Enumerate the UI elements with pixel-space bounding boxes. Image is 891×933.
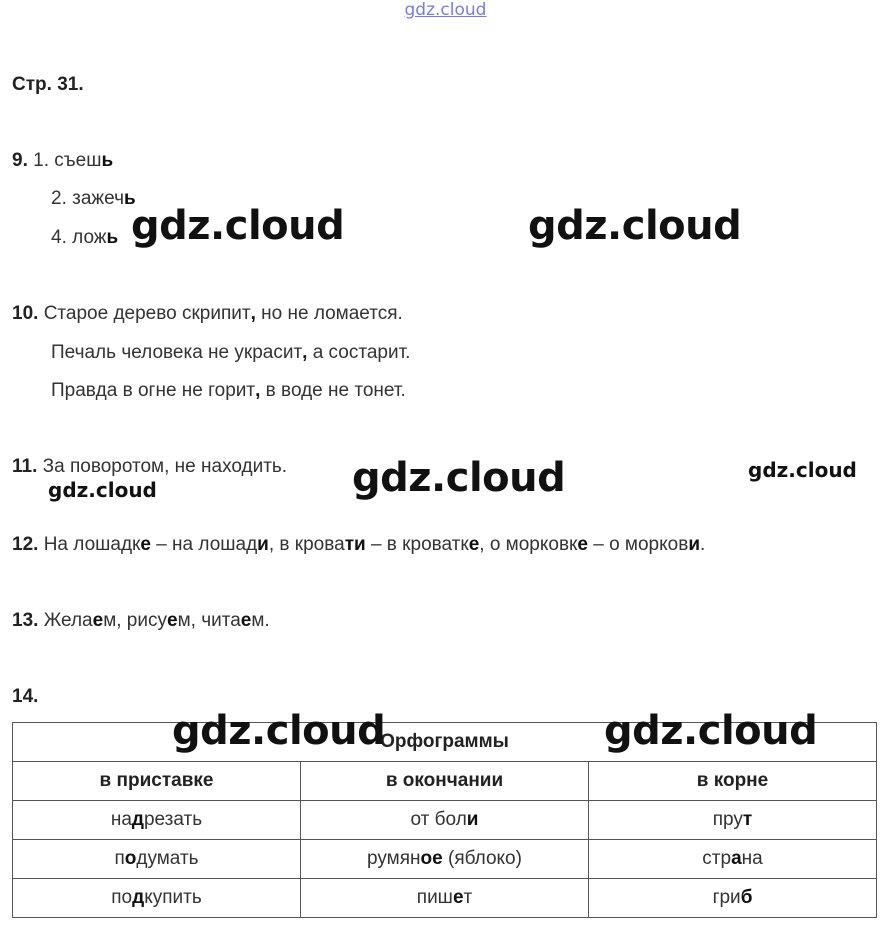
table-header-row xyxy=(13,762,877,801)
text-segment: м, рису xyxy=(103,610,167,631)
highlighted-ending: ти xyxy=(344,534,366,555)
exercise-14-number: 14. xyxy=(12,686,39,707)
highlighted-ending: е xyxy=(140,534,151,555)
column-header: в приставке xyxy=(13,762,301,801)
word-stem: съеш xyxy=(54,150,102,171)
table-cell: румяное (яблоко) xyxy=(301,840,589,879)
table-cell: подкупить xyxy=(13,879,301,918)
highlighted-ending: и xyxy=(257,534,269,555)
text-segment: , о морковк xyxy=(479,534,578,555)
column-header: в корне xyxy=(589,762,877,801)
exercise-10-line-3 xyxy=(51,380,406,402)
table-cell: прут xyxy=(589,801,877,840)
table-cell: пишет xyxy=(301,879,589,918)
table-cell: подумать xyxy=(13,840,301,879)
exercise-9-line-2 xyxy=(51,188,136,210)
page-heading: Стр. 31. xyxy=(12,74,84,95)
text-segment: . xyxy=(700,534,706,555)
word-stem: лож xyxy=(72,227,107,248)
watermark: gdz.cloud xyxy=(131,203,345,249)
watermark: gdz.cloud xyxy=(352,455,566,501)
watermark: gdz.cloud xyxy=(48,478,157,502)
sentence-part: Печаль человека не украсит xyxy=(51,342,303,363)
exercise-9-line-1 xyxy=(12,150,113,172)
sentence-part: Старое дерево скрипит xyxy=(43,303,251,324)
highlighted-letter: е xyxy=(92,610,104,631)
word-ending: ь xyxy=(106,227,119,248)
highlighted-ending: е xyxy=(577,534,588,555)
table-row xyxy=(13,879,877,918)
exercise-text: За поворотом, не находить. xyxy=(42,456,288,477)
word-ending: ь xyxy=(123,188,136,209)
punctuation-mark: , xyxy=(255,380,261,401)
text-segment: , в крова xyxy=(268,534,345,555)
highlighted-ending: е xyxy=(468,534,480,555)
table-cell: надрезать xyxy=(13,801,301,840)
column-header: в окончании xyxy=(301,762,589,801)
sentence-part: Правда в огне не горит xyxy=(51,380,256,401)
exercise-number: 12. xyxy=(12,534,39,555)
text-segment: Жела xyxy=(43,610,93,631)
table-cell: гриб xyxy=(589,879,877,918)
sentence-part: в воде не тонет. xyxy=(260,380,406,401)
table-cell: от боли xyxy=(301,801,589,840)
highlighted-letter: е xyxy=(240,610,252,631)
table-cell: страна xyxy=(589,840,877,879)
text-segment: На лошадк xyxy=(43,534,141,555)
text-segment: – о морков xyxy=(587,534,689,555)
site-watermark-link[interactable]: gdz.cloud xyxy=(404,0,487,20)
punctuation-mark: , xyxy=(250,303,256,324)
highlighted-ending: и xyxy=(688,534,700,555)
text-segment: м. xyxy=(251,610,270,631)
item-number: 1. xyxy=(33,150,49,171)
sentence-part: а состарит. xyxy=(307,342,411,363)
word-ending: ь xyxy=(101,150,114,171)
exercise-number: 13. xyxy=(12,610,39,631)
watermark: gdz.cloud xyxy=(172,708,386,754)
exercise-12 xyxy=(12,534,705,556)
punctuation-mark: , xyxy=(302,342,308,363)
watermark: gdz.cloud xyxy=(604,708,818,754)
word-stem: зажеч xyxy=(72,188,124,209)
exercise-9-line-3 xyxy=(51,227,118,249)
watermark: gdz.cloud xyxy=(528,203,742,249)
exercise-13 xyxy=(12,610,270,632)
exercise-number: 10. xyxy=(12,303,39,324)
watermark: gdz.cloud xyxy=(748,458,857,482)
text-segment: – на лошад xyxy=(150,534,258,555)
exercise-10-line-1 xyxy=(12,303,403,325)
text-segment: м, чита xyxy=(177,610,241,631)
item-number: 2. xyxy=(51,188,67,209)
sentence-part: но не ломается. xyxy=(255,303,403,324)
text-segment: – в кроватк xyxy=(365,534,469,555)
exercise-number: 11. xyxy=(12,456,38,477)
exercise-10-line-2 xyxy=(51,342,410,364)
table-row xyxy=(13,801,877,840)
table-row xyxy=(13,840,877,879)
highlighted-letter: е xyxy=(167,610,178,631)
table-title: Орфограммы xyxy=(13,723,877,762)
exercise-number: 9. xyxy=(12,150,28,171)
item-number: 4. xyxy=(51,227,67,248)
exercise-11 xyxy=(12,456,287,478)
